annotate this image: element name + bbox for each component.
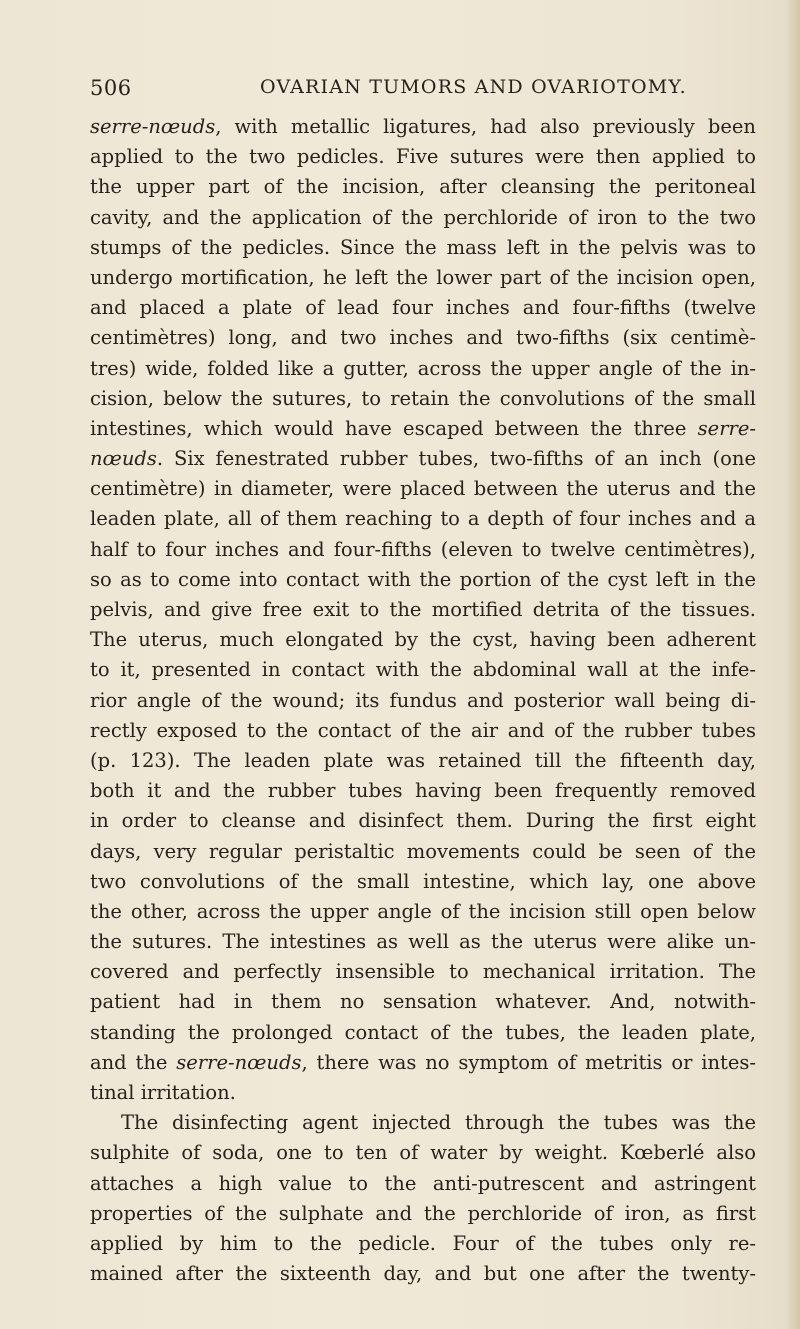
line-text: stumps of the pedicles. Since the mass left in the pelvis was to [90, 235, 756, 259]
text-line [90, 1169, 756, 1199]
line-text: two convolutions of the small intestine, which lay, one above [90, 869, 756, 893]
line-text: the sutures. The intestines as well as the uterus were alike un- [90, 930, 756, 954]
line-text: the other, across the upper angle of the incision still open below [90, 899, 756, 923]
text-line [90, 1229, 756, 1259]
line-text: standing the prolonged contact of the tubes, the leaden plate, [90, 1020, 756, 1044]
line-text: The disinfecting agent injected through the tubes was the [121, 1111, 756, 1135]
text-line [90, 867, 756, 897]
text-line [90, 776, 756, 806]
line-text: leaden plate, all of them reaching to a depth of four inches and a [90, 507, 756, 531]
line-text: cavity, and the application of the perchloride of iron to the two [90, 205, 756, 229]
page-edge-shadow [786, 0, 800, 1329]
text-line [90, 746, 756, 776]
line-text: both it and the rubber tubes having been frequently removed [90, 779, 756, 803]
text-line [90, 112, 756, 142]
line-text: the upper part of the incision, after cleansing the peritoneal [90, 175, 756, 199]
text-line [90, 716, 756, 746]
text-line [90, 444, 756, 474]
text-line [90, 987, 756, 1017]
page-header [90, 76, 756, 106]
line-text: covered and perfectly insensible to mechanical irritation. The [90, 960, 756, 984]
line-text: applied to the two pedicles. Five sutures were then applied to [90, 145, 756, 169]
text-line [90, 565, 756, 595]
text-line [90, 474, 756, 504]
line-text: (p. 123). The leaden plate was retained till the fifteenth day, [90, 748, 756, 772]
line-text: in order to cleanse and disinfect them. During the first eight [90, 809, 756, 833]
body-text [90, 112, 756, 1289]
text-line [90, 1078, 756, 1108]
text-line [90, 323, 756, 353]
text-line [90, 384, 756, 414]
italic-term: nœuds [90, 447, 157, 471]
text-line [90, 293, 756, 323]
text-line [90, 263, 756, 293]
line-text: centimètres) long, and two inches and two-fifths (six centimè- [90, 326, 756, 350]
text-line [90, 1259, 756, 1289]
line-text: rior angle of the wound; its fundus and posterior wall being di- [90, 688, 756, 712]
line-text: attaches a high value to the anti-putrescent and astringent [90, 1171, 756, 1195]
text-line [90, 1138, 756, 1168]
line-text: days, very regular peristaltic movements could be seen of the [90, 839, 756, 863]
text-line [90, 535, 756, 565]
line-text: so as to come into contact with the portion of the cyst left in the [90, 567, 756, 591]
running-head: OVARIAN TUMORS AND OVARIOTOMY. [260, 76, 687, 98]
line-text: centimètre) in diameter, were placed between the uterus and the [90, 477, 756, 501]
text-line [90, 233, 756, 263]
line-text: patient had in them no sensation whatever. And, notwith- [90, 990, 756, 1014]
line-text: intestines, which would have escaped between the three [90, 416, 698, 440]
line-text: sulphite of soda, one to ten of water by weight. Kœberlé also [90, 1141, 756, 1165]
line-text: cision, below the sutures, to retain the convolutions of the small [90, 386, 756, 410]
italic-term: serre- [697, 416, 756, 440]
line-text: tres) wide, folded like a gutter, across the upper angle of the in- [90, 356, 756, 380]
text-line [90, 957, 756, 987]
line-text: applied by him to the pedicle. Four of the tubes only re- [90, 1231, 756, 1255]
text-line [90, 142, 756, 172]
page-number: 506 [90, 76, 132, 100]
line-text: . Six fenestrated rubber tubes, two-fifths of an inch (one [156, 447, 756, 471]
line-text: pelvis, and give free exit to the mortified detrita of the tissues. [90, 598, 756, 621]
text-line [90, 837, 756, 867]
text-line [90, 354, 756, 384]
line-text: , there was no symptom of metritis or intes- [301, 1050, 757, 1074]
line-text: half to four inches and four-fifths (eleven to twelve centimètres), [90, 537, 756, 561]
text-line [90, 1108, 756, 1138]
text-line [90, 504, 756, 534]
line-text: and the [90, 1050, 177, 1074]
text-line [90, 686, 756, 716]
line-text: tinal irritation. [90, 1081, 236, 1104]
text-line [90, 595, 756, 625]
text-line [90, 625, 756, 655]
italic-term: serre-nœuds [90, 115, 216, 138]
text-line [90, 897, 756, 927]
line-text: The uterus, much elongated by the cyst, having been adherent [90, 628, 756, 652]
text-line [90, 1199, 756, 1229]
text-line [90, 655, 756, 685]
line-text: undergo mortification, he left the lower part of the incision open, [90, 265, 756, 289]
text-line [90, 203, 756, 233]
text-line [90, 806, 756, 836]
text-line [90, 1048, 756, 1078]
line-text: mained after the sixteenth day, and but one after the twenty- [90, 1262, 756, 1286]
line-text: and placed a plate of lead four inches and four-fifths (twelve [90, 296, 756, 320]
italic-term: serre-nœuds [176, 1050, 302, 1074]
text-line [90, 1018, 756, 1048]
text-line [90, 414, 756, 444]
line-text: , with metallic ligatures, had also previously been [215, 115, 756, 138]
text-line [90, 927, 756, 957]
line-text: to it, presented in contact with the abdominal wall at the infe- [90, 658, 756, 682]
line-text: rectly exposed to the contact of the air and of the rubber tubes [90, 718, 756, 742]
line-text: properties of the sulphate and the perchloride of iron, as first [90, 1201, 756, 1225]
text-line [90, 172, 756, 202]
